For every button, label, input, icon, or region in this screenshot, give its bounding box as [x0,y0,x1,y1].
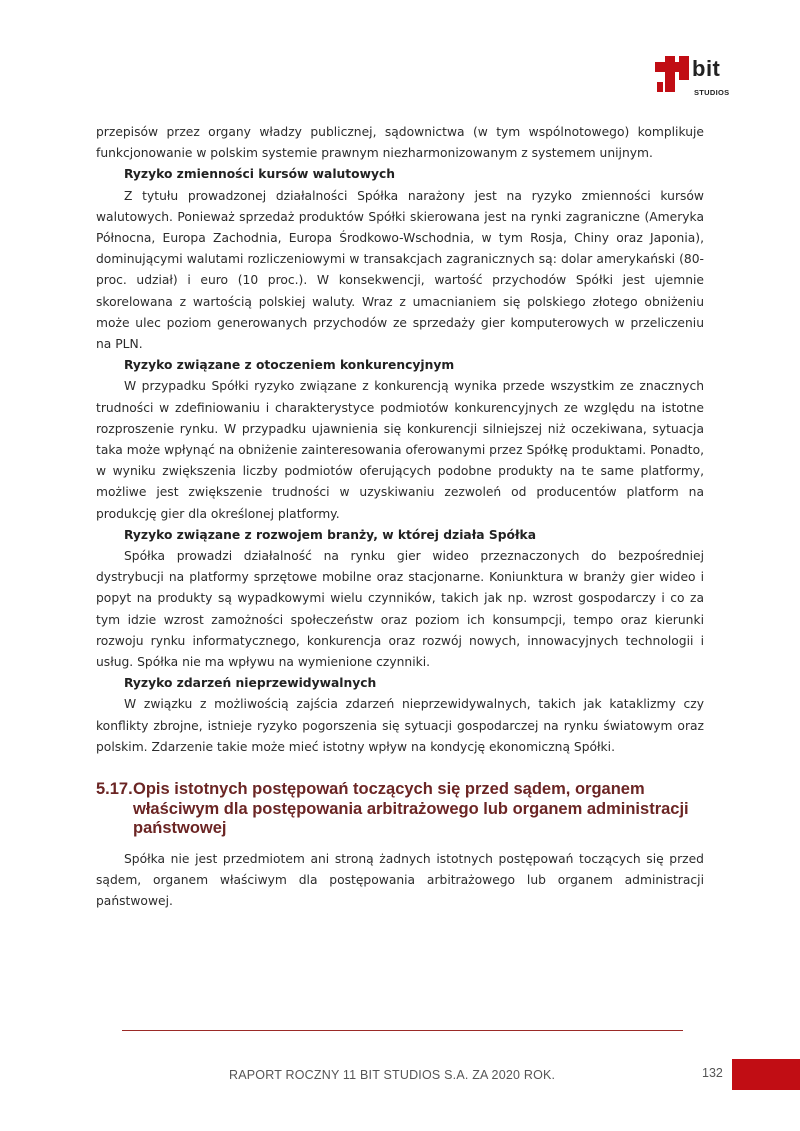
footer-accent-bar [732,1059,800,1090]
paragraph: W związku z możliwością zajścia zdarzeń nieprzewidywalnych, takich jak kataklizmy czy konflikty zbrojne, istnieje ryzyko pogorszenia się sytuacji gospodarczej na rynku światowym oraz polskim. Zdarzenie takie może mieć istotny wpływ na kondycję ekonomiczną Spółki. [96,697,704,754]
section-paragraph: Spółka nie jest przedmiotem ani stroną żadnych istotnych postępowań toczących się przed sądem, organem właściwym dla postępowania arbitrażowego lub organem administracji państwowej. [96,851,704,908]
risk-heading: Ryzyko zdarzeń nieprzewidywalnych [124,676,377,691]
risk-heading: Ryzyko zmienności kursów walutowych [124,167,396,182]
logo-word: bit [692,56,721,81]
paragraph: W przypadku Spółki ryzyko związane z konkurencją wynika przede wszystkim ze znacznych trudności w zdefiniowaniu i charakterystyce podmiotów konkurencyjnych ze względu na istotne rozproszenie rynku. W przypadku ujawnienia się konkurencji silniejszej niż oczekiwana, sytuacja taka może wpłynąć na obniżenie zainteresowania oferowanymi przez Spółkę produktami. Ponadto, w wyniku zwiększenia liczby podmiotów oferujących podobne produkty na te same platformy, możliwe jest zwiększenie trudności w uzyskiwaniu zezwoleń od producentów platform na produkcję gier dla określonej platformy. [96,379,704,521]
paragraph: przepisów przez organy władzy publicznej, sądownictwa (w tym wspólnotowego) komplikuje funkcjonowanie w polskim systemie prawnym niezharmonizowanym z systemem unijnym. [96,125,704,161]
logo-subtext: STUDIOS [694,88,730,97]
risk-heading: Ryzyko związane z rozwojem branży, w której działa Spółka [124,527,537,542]
section-heading [96,780,704,839]
logo-mark-icon [655,56,695,100]
section-title: Opis istotnych postępowań toczących się przed sądem, organem właściwym dla postępowania arbitrażowego lub organem administracji państwowej [133,780,689,838]
footer-text: RAPORT ROCZNY 11 BIT STUDIOS S.A. ZA 2020 ROK. [229,1068,556,1082]
risk-heading: Ryzyko związane z otoczeniem konkurencyjnym [124,358,455,373]
paragraph: Z tytułu prowadzonej działalności Spółka narażony jest na ryzyko zmienności kursów walutowych. Ponieważ sprzedaż produktów Spółki skierowana jest na rynki zagraniczne (Ameryka Północna, Europa Zachodnia, Europa Środkowo-Wschodnia, w tym Rosja, Chiny oraz Japonia), dominującymi walutami rozliczeniowymi w transakcjach zagranicznych są: dolar amerykański (80-proc. udział) i euro (10 proc.). W konsekwencji, wartość przychodów Spółki jest ujemnie skorelowana z wartością polskiej waluty. Wraz z umacnianiem się polskiego złotego obniżeniu może ulec poziom generowanych przychodów ze sprzedaży gier komputerowych w przeliczeniu na PLN. [96,188,704,352]
paragraph: Spółka prowadzi działalność na rynku gier wideo przeznaczonych do bezpośredniej dystrybucji na platformy sprzętowe mobilne oraz stacjonarne. Koniunktura w branży gier wideo i popyt na produkty są wypadkowymi wielu czynników, takich jak np. wzrost gospodarczy i co za tym idzie wzrost zamożności społeczeństw oraz poziom ich konsumpcji, tempo oraz kierunki rozwoju rynku informatycznego, konkurencja oraz rozwój nowych, innowacyjnych technologii i usług. Spółka nie ma wpływu na wymienione czynniki. [96,549,704,670]
page-number: 132 [702,1066,723,1080]
document-body [96,122,704,912]
footer-divider [122,1030,683,1031]
section-number: 5.17. [96,780,133,799]
